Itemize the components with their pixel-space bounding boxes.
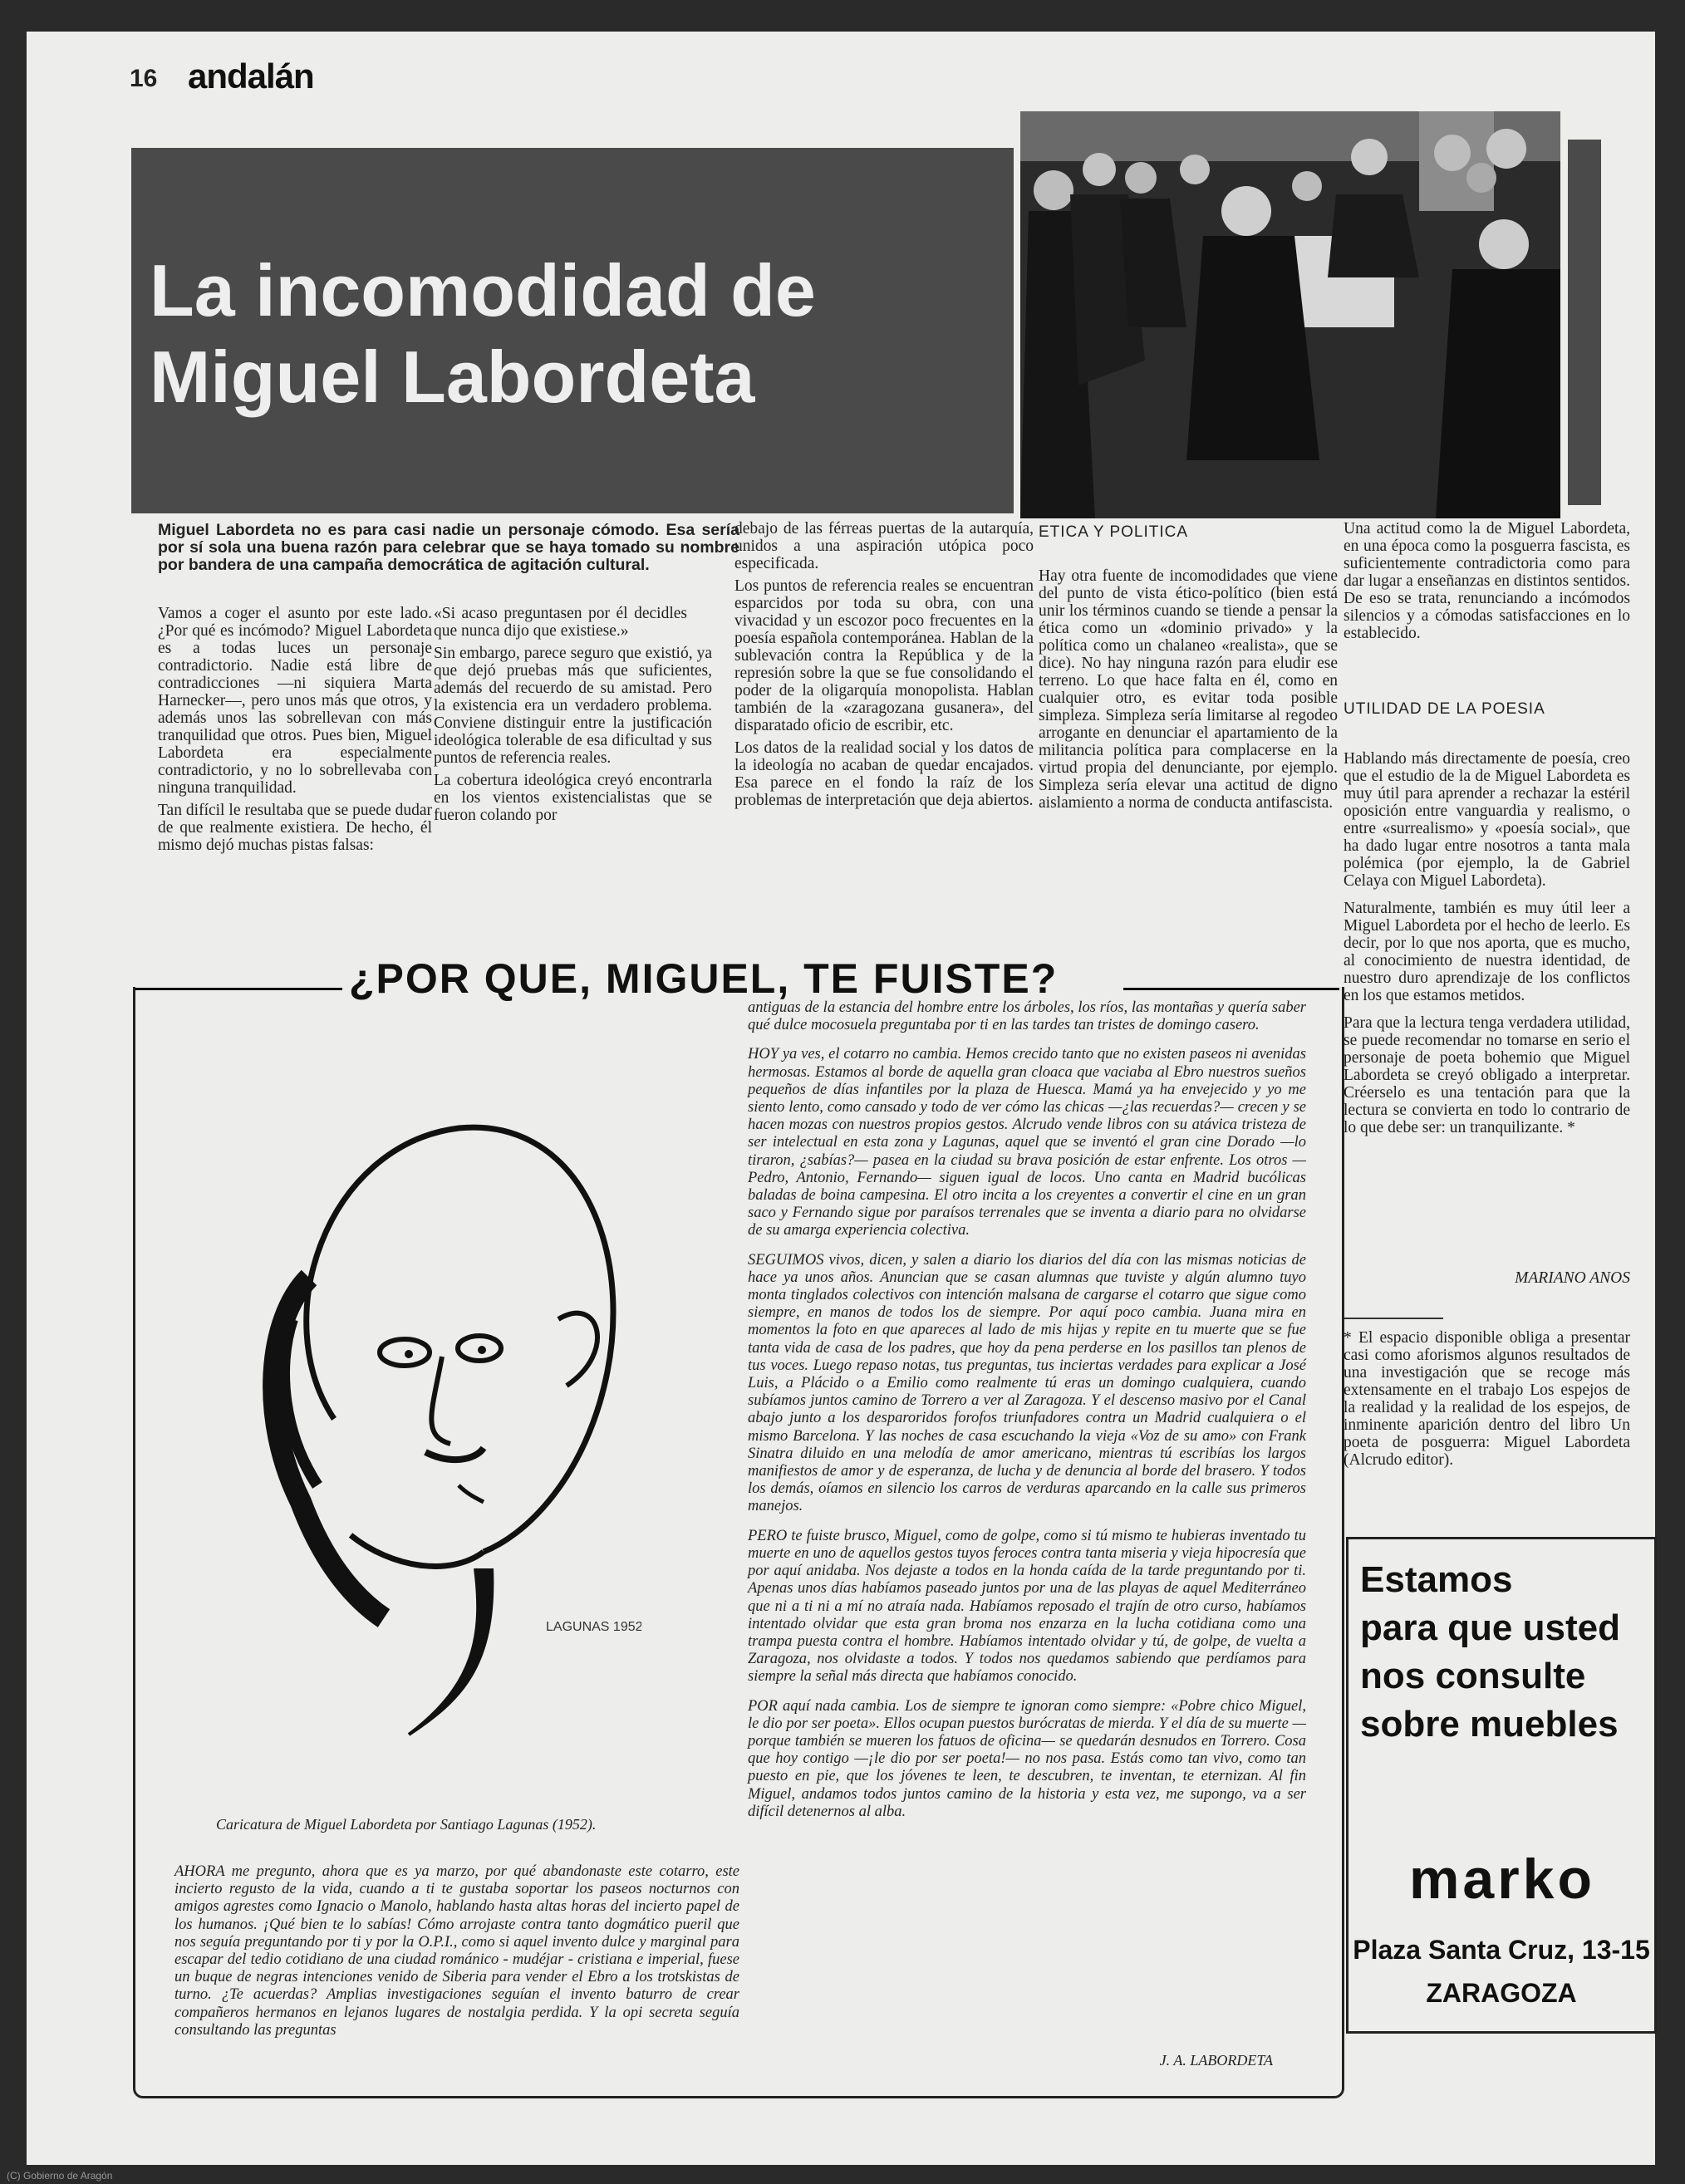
column-5-top [1344, 520, 1630, 647]
ad-address: Plaza Santa Cruz, 13-15 [1353, 1935, 1650, 1965]
col2-para: «Si acaso preguntasen por él decidles que nunca dijo que existiese.» [434, 605, 687, 640]
box-right-text [748, 999, 1306, 1826]
col1-para: Vamos a coger el asunto por este lado. ¿Por qué es incómodo? Miguel Labordeta es a todas luces un personaje contradictorio. Nadie está libre de contradicciones —ni siquiera Marta Harnecker—, pero unos más que otros, y además unos las sobrellevan con más tranquilidad que otros. Pues bien, Miguel Labordeta era especialmente contradictorio, y no lo sobrellevaba con ninguna tranquilidad. [158, 605, 432, 797]
column-2 [434, 605, 712, 829]
col3-para: Los datos de la realidad social y los datos de la ideología no acaban de quedar encajados. Esa parece en el fondo la raíz de los problemas de interpretación que deja abiertos. [734, 739, 1034, 809]
col3-para: Los puntos de referencia reales se encuentran esparcidos por toda su obra, con una vivacidad y un escozor poco frecuentes en la poesía española contemporánea. Hablan de la sublevación contra la República y de la represión sobre la que se fue consolidando el poder de la oligarquía monopolista. Hablan también de la «zaragozana gusanera», del disparatado oficio de escribir, etc. [734, 577, 1034, 734]
author-labordeta: J. A. LABORDETA [1159, 2052, 1273, 2069]
ad-text [1360, 1556, 1643, 1749]
box-heading: ¿POR QUE, MIGUEL, TE FUISTE? [349, 955, 1059, 1002]
col5-para: Naturalmente, también es muy útil leer a Miguel Labordeta por el hecho de leerlo. Es decir, por lo que nos aporta, que es mucho, al conocimiento de nuestra identidad, de nuestro duro aprendizaje de los conflictos en los que estamos metidos. [1344, 900, 1630, 1004]
caricature [209, 1070, 641, 1751]
title-line-1: La incomodidad de [150, 249, 816, 331]
col2-para: Sin embargo, parece seguro que existió, ya que dejó pruebas más que suficientes, además del recuerdo de su amistad. Pero la existencia era un verdadero problema. Conviene distinguir entre la justificación ideológica tolerable de esa dificultad y sus puntos de referencia reales. [434, 645, 712, 767]
box-right-para: PERO te fuiste brusco, Miguel, como de golpe, como si tú mismo te hubieras inventado tu muerte en uno de aquellos gestos tuyos feroces contra tanta miseria y vieja hipocresía que por aquí anidaba. Nos dejaste a todos en la honda caída de la tarde preguntando por ti. Apenas unos días habíamos paseado juntos por una de las playas de aquel Mediterráneo que ni a ti ni a mí no atraía nada. Habíamos reposado el trajín de otro curso, habíamos intentado olvidar que esta gran broma nos enzarza en la lucha cotidiana como una trampa puesta contra el hombre. Habíamos intentado olvidar y tú, de golpe, de vuelta a Zaragoza, nos olvidaste a todos. Y todos nos quedamos sabiendo que perdíamos para siempre la señal más directa que habíamos conocido. [748, 1527, 1306, 1686]
box-right-para: HOY ya ves, el cotarro no cambia. Hemos crecido tanto que no existen paseos ni avenidas hermosas. Estamos al borde de aquella gran cloaca que vaciaba al Ebro nuestros sueños pequeños de días infantiles por la plaza de Huesca. Mamá ya ha envejecido y yo me siento lento, como cansado y todo de ver cómo las chicas —¿las recuerdas?— crecen y se hacen mozas con nuestros propios gestos. Alcrudo vende libros con su atávica tristeza de ser intelectual en esta zona y Lagunas, aquel que se inventó el gran cine Dorado —lo tiraron, ¿sabías?— pasea en la ciudad su brava posición de estar enfrente. Los otros —Pedro, Antonio, Fernando— siguen igual de locos. Uno canta en Madrid bucólicas baladas de boina campesina. El otro incita a los creyentes a convertir el cine en un gran saco y Fernando sigue por paraísos terrenales que se inventa a diario para no olvidarse de su amarga experiencia colectiva. [748, 1046, 1306, 1239]
col1-para: Tan difícil le resultaba que se puede dudar de que realmente existiera. De hecho, él mismo dejó muchas pistas falsas: [158, 802, 432, 854]
group-photo-image [1020, 111, 1560, 518]
col2-para: La cobertura ideológica creyó encontrarla en los vientos existencialistas que se fueron colando por [434, 772, 712, 824]
title-line-2: Miguel Labordeta [150, 336, 755, 418]
box-left-para: AHORA me pregunto, ahora que es ya marzo, por qué abandonaste este cotarro, este incierto regusto de la vida, cuando a ti te gustaba soportar los paseos nocturnos con amigos agrestes como Ignacio o Manolo, hablando hasta altas horas del incierto papel de los humanos. ¡Qué bien te lo sabías! Cómo arrojaste contra tanto dogmático pueril que nos seguía preguntando por ti y por la O.P.I., como si aquel invento dulce y marginal para escapar del tedio cotidiano de una ciudad románico - mudéjar - cristiana e imperial, fuese un buque de negras intenciones venido de Siberia para vender el Ebro a los trotskistas de turno. ¿Te acuerdas? Amplias investigaciones seguían el invento baturro de crear compañeros hermanos en lejanos lugares de nostalgia perdida. Y la opi secreta seguía consultando las preguntas [174, 1863, 739, 2039]
title-panel [131, 148, 1014, 513]
column-1 [158, 605, 432, 859]
col4-para: Hay otra fuente de incomodidades que viene del punto de vista ético-político (bien está unir los términos cuando se tiende a pensar la ética como un «dominio privado» y la política como un chalaneo «realista», que se dice). No hay ninguna razón para eludir ese terreno. Lo que hace falta en él, como en cualquier otro, es evitar toda posible simpleza. Simpleza sería limitarse al regodeo arrogante en denunciar el apartamiento de la militancia política para complacerse en la virtud propia del denunciante, por ejemplo. Simpleza sería elevar una actitud de digno aislamiento a norma de conducta antifascista. [1039, 567, 1338, 812]
caricature-signature: LAGUNAS 1952 [546, 1620, 641, 1634]
box-right-para: SEGUIMOS vivos, dicen, y salen a diario los diarios del día con las mismas noticias de hace ya unos años. Anuncian que se casan alumnas que tuviste y algún alumno tuyo monta tinglados colectivos con intención malsana de cargarse el cotarro que sigue como siempre, en manos de todos los de siempre. Por aquí poco cambia. Juana mira en momentos la foto en que apareces al lado de mis hijas y repite en tu muerte que se fue tanta vida de casa de los padres, que hoy da pena perderse en los pasillos tan plenos de tus voces. Luego repaso notas, tus preguntas, tus inciertas verdades para explicar a José Luis, a Plácido o a Emilio como realmente tú eras un domingo cualquiera, cuando subíamos juntos camino de Torrero a ver al Zaragoza. Y el descenso masivo por el Canal abajo junto a los desparoridos forofos triunfadores contra un Madrid cualquiera o el mismo Barcelona. Y las noches de casa escuchando la vieja «Voz de su amo» con Frank Sinatra diluido en una melodía de amor americano, mientras tú escribías los largos manifiestos de amor y de esperanza, de lucha y de denuncia al borde del brasero. Y todos los demás, oíamos en silencio los carros de verduras aparcando en la calle sus primeros manejos. [748, 1251, 1306, 1515]
column-5 [1344, 750, 1630, 1141]
advertisement [1346, 1537, 1657, 2034]
page-number: 16 [130, 65, 158, 92]
col5-para: Hablando más directamente de poesía, creo que el estudio de la de Miguel Labordeta es muy útil para aprender a rechazar la estéril oposición entre vanguardia y realismo, o entre «surrealismo» y «poesía social», que ha dado lugar entre nosotros a tanta mala polémica (por ejemplo, la de Gabriel Celaya con Miguel Labordeta). [1344, 750, 1630, 890]
col5-para: Para que la lectura tenga verdadera utilidad, se puede recomendar no tomarse en serio el personaje de poeta bohemio que Miguel Labordeta se creyó obligado a interpretar. Créerselo es una tentación para que la lectura se convierta en todo lo contrario de lo que debe ser: un tranquilizante. * [1344, 1014, 1630, 1136]
section-heading-utilidad: UTILIDAD DE LA POESIA [1344, 700, 1545, 718]
footnote: * El espacio disponible obliga a presentar casi como aforismos algunos resultados de una investigación que se recoge más extensamente en el trabajo Los espejos de la realidad y la realidad de los espejos, de inminente aparición dentro del libro Un poeta de posguerra: Miguel Labordeta (Alcrudo editor). [1344, 1329, 1630, 1469]
box-right-para: POR aquí nada cambia. Los de siempre te ignoran como siempre: «Pobre chico Miguel, le dio por ser poeta». Ellos ocupan puestos burócratas de mierda. Y el día de su muerte —porque también se mueren los fatuos de oficina— se quedarán desnudos en Torrero. Cosa que hoy contigo —¡le dio por ser poeta!— no nos pasa. Estás como tan vivo, como tan puesto en pie, que los jóvenes te leen, te descubren, te inventan, te eternizan. Al fin Miguel, andamos todos juntos camino de la historia y esta vez, me supongo, va a ser difícil detenernos al alba. [748, 1697, 1306, 1820]
col3-para: debajo de las férreas puertas de la autarquía, unidos a una aspiración utópica poco especificada. [734, 520, 1034, 572]
ad-line: sobre muebles [1360, 1704, 1619, 1745]
box-right-para: antiguas de la estancia del hombre entre los árboles, los ríos, las montañas y quería saber qué dulce mocosuela preguntaba por ti en las tardes tan tristes de domingo casero. [748, 999, 1306, 1034]
caricature-drawing [209, 1070, 641, 1751]
box-left-text [174, 1863, 739, 2044]
caricature-caption: Caricatura de Miguel Labordeta por Santiago Lagunas (1952). [216, 1816, 597, 1833]
masthead-logo: andalán [188, 56, 314, 96]
photo-edge-band [1568, 140, 1601, 505]
ad-line: para que usted [1360, 1607, 1620, 1648]
article-lead: Miguel Labordeta no es para casi nadie un personaje cómodo. Esa sería por sí sola una buena razón para celebrar que se haya tomado su nombre por bandera de una campaña democrática de agitación cultural. [158, 521, 739, 574]
newspaper-page [27, 32, 1655, 2165]
ad-city: ZARAGOZA [1426, 1978, 1577, 2008]
ad-logo: marko [1408, 1848, 1596, 1911]
author-anos: MARIANO ANOS [1515, 1269, 1630, 1287]
group-photo [1020, 111, 1560, 518]
column-4 [1039, 567, 1338, 817]
section-heading-etica: ETICA Y POLITICA [1039, 523, 1189, 541]
footnote-rule [1344, 1318, 1443, 1319]
ad-line: Estamos [1360, 1559, 1513, 1600]
col5-para: Una actitud como la de Miguel Labordeta, en una época como la posguerra fascista, es suficientemente contradictoria como para dar lugar a enseñanzas en distintos sentidos. De eso se trata, renunciando a incómodos silencios y a cómodas satisfacciones en lo establecido. [1344, 520, 1630, 642]
frame-corner [133, 987, 135, 1020]
column-3 [734, 520, 1034, 814]
footer-credit: (C) Gobierno de Aragón [7, 2170, 113, 2182]
ad-line: nos consulte [1360, 1656, 1586, 1696]
article-title [150, 248, 1014, 420]
